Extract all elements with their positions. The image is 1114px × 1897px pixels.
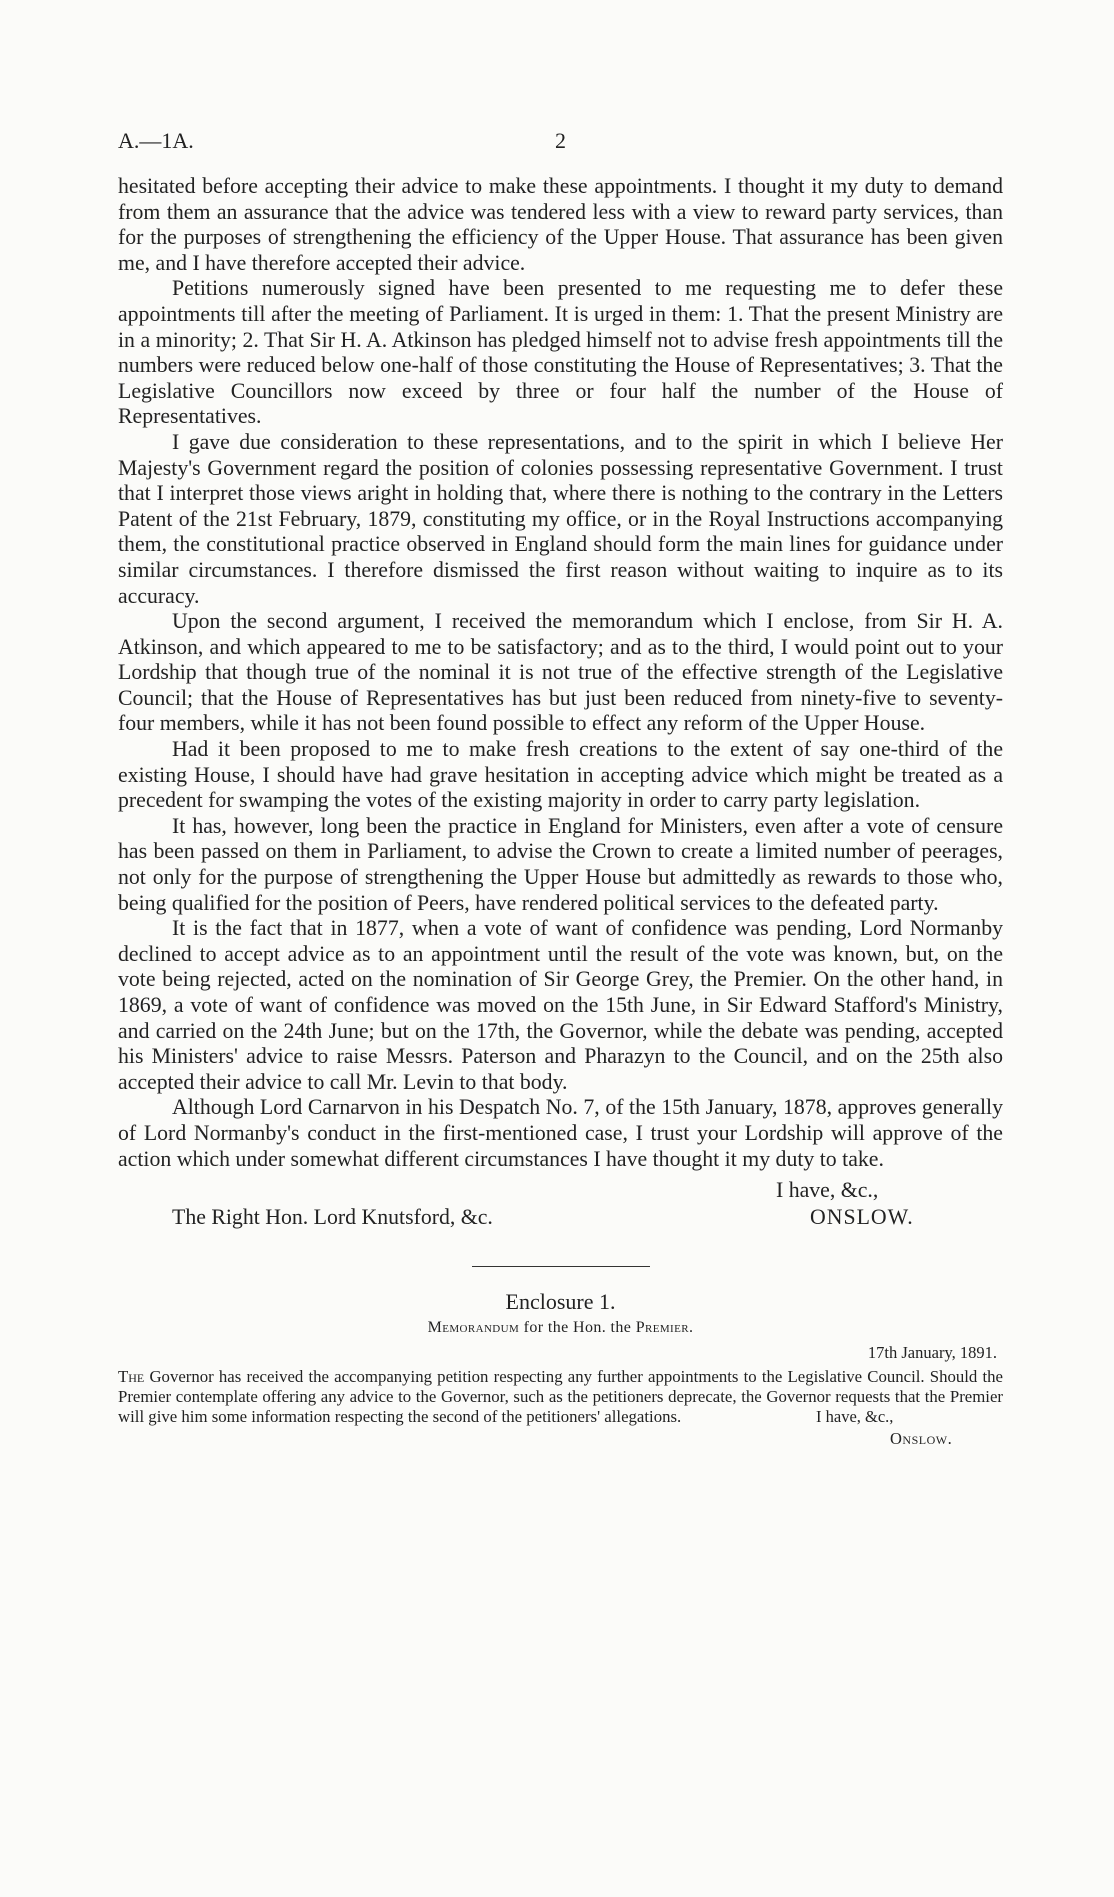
memorandum-premier: Premier. <box>635 1319 694 1337</box>
page-header <box>118 128 1003 158</box>
section-divider <box>472 1266 650 1267</box>
page-number: 2 <box>555 128 566 153</box>
paragraph: Upon the second argument, I received the memorandum which I enclose, from Sir H. A. Atkinson, and which appeared to me to be satisfactory; and as to the third, I would point out to your Lordship that though true of the nominal it is not true of the effective strength of the Legislative Council; that the House of Representatives has but just been reduced from ninety-five to seventy-four members, while it has not been found possible to effect any reform of the Upper House. <box>118 609 1003 736</box>
paragraph: hesitated before accepting their advice to make these appointments. I thought it my duty to demand from them an assurance that the advice was tendered less with a view to reward party services, than for the purposes of strengthening the efficiency of the Upper House. That assurance has been given me, and I have therefore accepted their advice. <box>118 174 1003 275</box>
memorandum-lead: The <box>118 1367 145 1387</box>
memorandum-salutation: I have, &c., <box>816 1407 894 1427</box>
paragraph: Although Lord Carnarvon in his Despatch No. 7, of the 15th January, 1878, approves generally of Lord Normanby's conduct in the first-mentioned case, I trust your Lordship will approve of the action which under somewhat different circumstances I have thought it my duty to take. <box>118 1095 1003 1171</box>
memorandum-for: for the Hon. the <box>523 1319 632 1337</box>
memorandum-date: 17th January, 1891. <box>867 1343 997 1363</box>
memorandum-signature: Onslow. <box>890 1429 953 1449</box>
letter-closing <box>118 1178 1003 1232</box>
paragraph: I gave due consideration to these representations, and to the spirit in which I believe Her Majesty's Government regard the position of colonies possessing representative Government. I trust that I interpret those views aright in holding that, where there is nothing to the contrary in the Letters Patent of the 21st February, 1879, constituting my office, or in the Royal Instructions accompanying them, the constitutional practice observed in England should form the main lines for guidance under similar circumstances. I therefore dismissed the first reason without waiting to inquire as to its accuracy. <box>118 429 1003 608</box>
document-reference: A.—1A. <box>118 128 194 153</box>
addressee: The Right Hon. Lord Knutsford, &c. <box>172 1205 493 1230</box>
enclosure-title: Enclosure 1. <box>505 1289 616 1315</box>
paragraph: It has, however, long been the practice in England for Ministers, even after a vote of censure has been passed on them in Parliament, to advise the Crown to create a limited number of peerages, not only for the purpose of strengthening the Upper House but admittedly as rewards to those who, being qualified for the position of Peers, have rendered political services to the defeated party. <box>118 813 1003 915</box>
despatch-body <box>118 174 1003 1471</box>
memorandum-label: Memorandum <box>427 1319 520 1337</box>
paragraph: Had it been proposed to me to make fresh creations to the extent of say one-third of the existing House, I should have had grave hesitation in accepting advice which might be treated as a precedent for swamping the votes of the existing majority in order to carry party legislation. <box>118 737 1003 813</box>
memorandum-closing <box>118 1407 1003 1471</box>
memorandum-text: Governor has received the accompanying petition respecting any further appointments to the Legislative Council. Should the Premier contemplate offering any advice to the Governor, such as the petitioners deprecate, the Governor requests that the Premier will give him some information respecting the second of the petitioners' allegations. <box>118 1367 1003 1427</box>
paragraph: It is the fact that in 1877, when a vote of want of confidence was pending, Lord Normanby declined to accept advice as to an appointment until the result of the vote was known, but, on the vote being rejected, acted on the nomination of Sir George Grey, the Premier. On the other hand, in 1869, a vote of want of confidence was moved on the 15th June, in Sir Edward Stafford's Ministry, and carried on the 24th June; but on the 17th, the Governor, while the debate was pending, accepted his Ministers' advice to raise Messrs. Paterson and Pharazyn to the Council, and on the 25th also accepted their advice to call Mr. Levin to that body. <box>118 916 1003 1094</box>
paragraph: Petitions numerously signed have been presented to me requesting me to defer these appointments till after the meeting of Parliament. It is urged in them: 1. That the present Ministry are in a minority; 2. That Sir H. A. Atkinson has pledged himself not to advise fresh appointments till the numbers were reduced below one-half of those constituting the House of Representatives; 3. That the Legislative Councillors now exceed by three or four half the number of the House of Representatives. <box>118 276 1003 429</box>
memorandum-heading <box>118 1319 1003 1337</box>
salutation: I have, &c., <box>776 1178 879 1203</box>
signature: ONSLOW. <box>810 1205 914 1230</box>
